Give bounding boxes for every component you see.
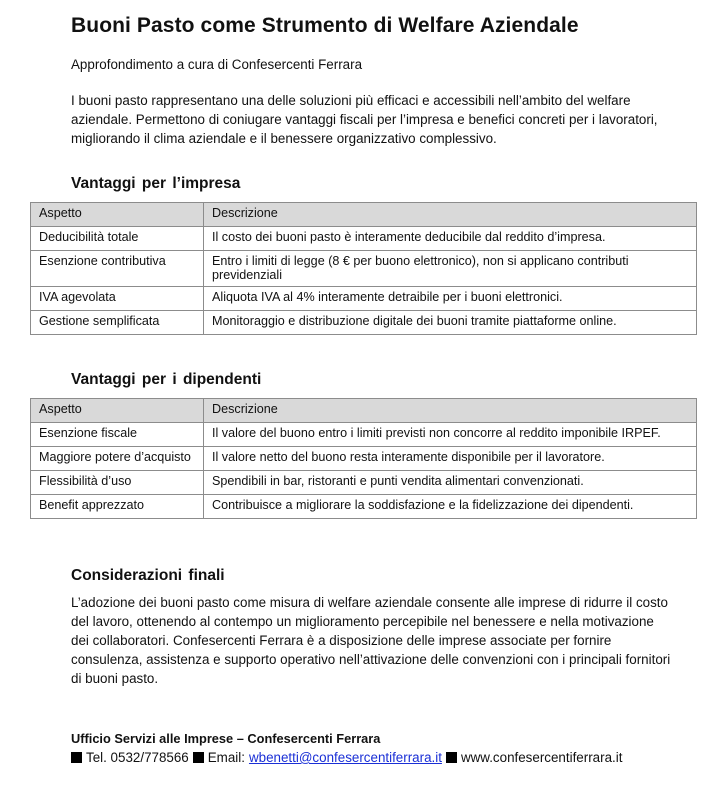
cell-descrizione: Il costo dei buoni pasto è interamente deducibile dal reddito d’impresa. [204, 227, 697, 251]
intro-paragraph: I buoni pasto rappresentano una delle soluzioni più efficaci e accessibili nell’ambito del welfare aziendale. Permettono di coniugare vantaggi fiscali per l’impresa e benefici concreti per i lavoratori, migliorando il clima aziendale e il benessere organizzativo complessivo. [71, 93, 658, 146]
table-vantaggi-dipendenti [30, 398, 697, 519]
cell-aspetto: Benefit apprezzato [31, 495, 204, 519]
phone-number: Tel. 0532/778566 [86, 750, 189, 765]
table-row [31, 287, 697, 311]
table-row [31, 447, 697, 471]
table-vantaggi-impresa [30, 202, 697, 335]
cell-descrizione: Il valore netto del buono resta interamente disponibile per il lavoratore. [204, 447, 697, 471]
office-name: Ufficio Servizi alle Imprese – Confesercenti Ferrara [71, 731, 381, 746]
website-text: www.confesercentiferrara.it [460, 750, 623, 765]
cell-aspetto: Maggiore potere d’acquisto [31, 447, 204, 471]
cell-descrizione: Monitoraggio e distribuzione digitale dei buoni tramite piattaforme online. [204, 311, 697, 335]
email-link[interactable]: wbenetti@confesercentiferrara.it [248, 750, 442, 765]
cell-descrizione: Contribuisce a migliorare la soddisfazione e la fidelizzazione dei dipendenti. [204, 495, 697, 519]
cell-aspetto: Deducibilità totale [31, 227, 204, 251]
column-header-descrizione: Descrizione [204, 399, 697, 423]
heading-vantaggi-impresa: Vantaggi per l’impresa [71, 175, 241, 192]
cell-aspetto: Gestione semplificata [31, 311, 204, 335]
bullet-square-icon [193, 752, 204, 763]
cell-aspetto: Esenzione contributiva [31, 251, 204, 287]
table-row [31, 311, 697, 335]
cell-aspetto: Esenzione fiscale [31, 423, 204, 447]
heading-vantaggi-dipendenti: Vantaggi per i dipendenti [71, 371, 262, 388]
contact-line [71, 750, 622, 765]
column-header-descrizione: Descrizione [204, 203, 697, 227]
cell-descrizione: Aliquota IVA al 4% interamente detraibile per i buoni elettronici. [204, 287, 697, 311]
conclusion-paragraph: L’adozione dei buoni pasto come misura di welfare aziendale consente alle imprese di ridurre il costo del lavoro, ottenendo al contempo un miglioramento percepibile nel benessere e nella motivazione dei collaboratori. Confesercenti Ferrara è a disposizione delle imprese associate per fornire consulenza, assistenza e supporto operativo nell’attivazione delle convenzioni con i principali fornitori di buoni pasto. [71, 595, 671, 686]
table-row [31, 495, 697, 519]
column-header-aspetto: Aspetto [31, 203, 204, 227]
document-subtitle: Approfondimento a cura di Confesercenti Ferrara [71, 57, 363, 72]
bullet-square-icon [71, 752, 82, 763]
cell-descrizione: Spendibili in bar, ristoranti e punti vendita alimentari convenzionati. [204, 471, 697, 495]
table-header-row [31, 399, 697, 423]
table-row [31, 251, 697, 287]
email-label: Email: [207, 750, 245, 765]
cell-aspetto: Flessibilità d’uso [31, 471, 204, 495]
table-row [31, 423, 697, 447]
heading-considerazioni-finali: Considerazioni finali [71, 567, 225, 584]
cell-aspetto: IVA agevolata [31, 287, 204, 311]
document-title: Buoni Pasto come Strumento di Welfare Aziendale [71, 14, 579, 37]
table-row [31, 471, 697, 495]
table-header-row [31, 203, 697, 227]
table-row [31, 227, 697, 251]
cell-descrizione: Il valore del buono entro i limiti previsti non concorre al reddito imponibile IRPEF. [204, 423, 697, 447]
column-header-aspetto: Aspetto [31, 399, 204, 423]
bullet-square-icon [446, 752, 457, 763]
cell-descrizione: Entro i limiti di legge (8 € per buono elettronico), non si applicano contributi previdenziali [204, 251, 697, 287]
